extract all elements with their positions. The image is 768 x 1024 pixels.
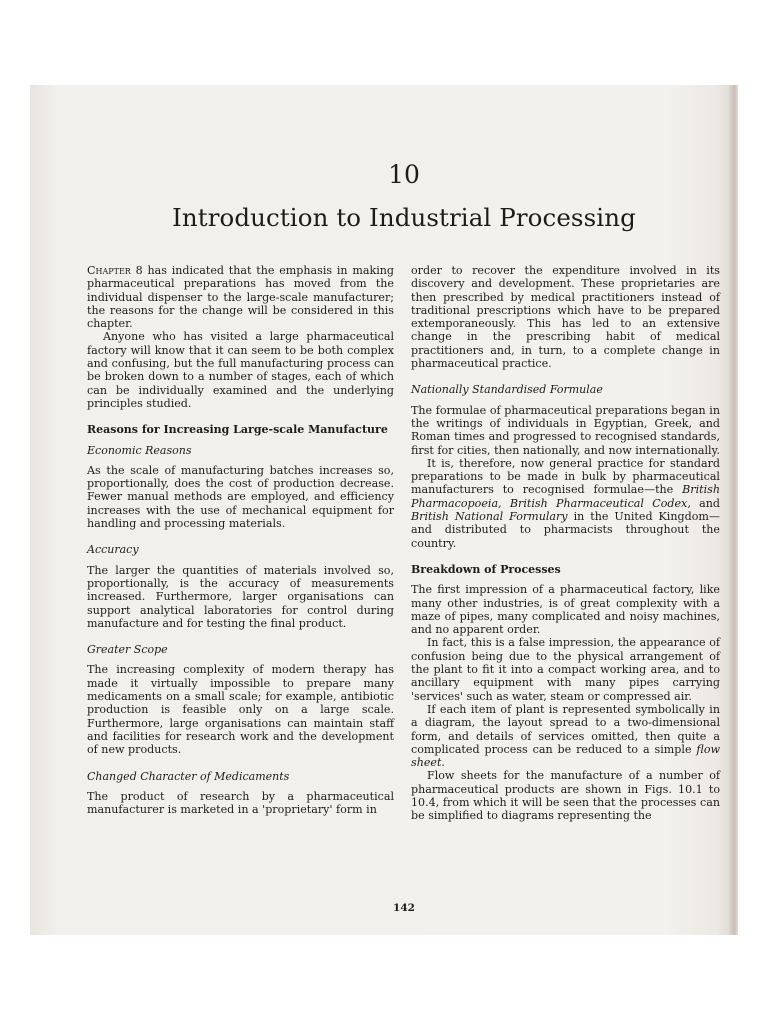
- changed-paragraph: The product of research by a pharmaceutical manufacturer is marketed in a 'proprietary' form in: [87, 789, 394, 817]
- formulae-paragraph-2: [411, 457, 720, 550]
- left-column: [87, 264, 394, 816]
- heading-scope: Greater Scope: [87, 643, 168, 657]
- intro-paragraph: [87, 264, 394, 330]
- heading-economic: Economic Reasons: [87, 443, 192, 457]
- accuracy-paragraph: The larger the quantities of materials involved so, proportionally, is the accuracy of measurements increased. Furthermore, larger organisations can support analytical laboratories for control during manufacture and for testing the final product.: [87, 563, 394, 630]
- chapter-number: 10: [388, 160, 420, 189]
- page-number: 142: [393, 902, 415, 914]
- chapter-title: Introduction to Industrial Processing: [172, 203, 636, 232]
- heading-breakdown: Breakdown of Processes: [411, 562, 561, 576]
- heading-accuracy: Accuracy: [87, 543, 139, 557]
- breakdown-paragraph-2: In fact, this is a false impression, the appearance of confusion being due to the physical arrangement of the plant to fit it into a compact working area, and to ancillary equipment with many pipes carrying 'services' such as water, steam or compressed air.: [411, 636, 720, 703]
- scope-paragraph: The increasing complexity of modern therapy has made it virtually impossible to prepare many medicaments on a small scale; for example, antibiotic production is feasible only on a large scale. Furthermore, large organisations can maintain staff and facilities for research work and the development of new products.: [87, 663, 394, 757]
- formulae-text-italic-2: British National Formulary: [411, 510, 568, 524]
- intro-paragraph-text: 8 has indicated that the emphasis in making pharmaceutical preparations has moved from the individual dispenser to the large-scale manufacturer; the reasons for the change will be considered in this chapter.: [87, 264, 394, 331]
- economic-paragraph: As the scale of manufacturing batches increases so, proportionally, does the cost of production decrease. Fewer manual methods are employed, and efficiency increases with the use of mechanical equipment for handling and processing materials.: [87, 463, 394, 531]
- right-column: [411, 264, 720, 823]
- breakdown-paragraph-3: [411, 703, 720, 769]
- chapter-lead-word: Chapter: [87, 264, 131, 277]
- heading-formulae: Nationally Standardised Formulae: [411, 383, 603, 397]
- continued-paragraph: order to recover the expenditure involved in its discovery and development. These proprietaries are then prescribed by medical practitioners instead of traditional prescriptions which have to be prepared extemporaneously. This has led to an extensive change in the prescribing habit of medical practitioners and, in turn, to a complete change in pharmaceutical practice.: [411, 264, 720, 371]
- formulae-text-b: and: [690, 496, 720, 510]
- flow-sheet-term: flow sheet.: [411, 742, 720, 770]
- formulae-paragraph: The formulae of pharmaceutical preparations began in the writings of individuals in Egyptian, Greek, and Roman times and progressed to recognised standards, first for cities, then nationally, and now internationally.: [411, 403, 720, 457]
- heading-reasons: Reasons for Increasing Large-scale Manufacture: [87, 423, 388, 437]
- formulae-text-italic-1: British Pharmacopoeia, British Pharmaceutical Codex,: [411, 483, 720, 510]
- heading-changed: Changed Character of Medicaments: [87, 769, 290, 783]
- breakdown-paragraph-4: Flow sheets for the manufacture of a number of pharmaceutical products are shown in Figs. 10.1 to 10.4, from which it will be seen that the processes can be simplified to diagrams representing the: [411, 769, 720, 823]
- second-paragraph: Anyone who has visited a large pharmaceutical factory will know that it can seem to be both complex and confusing, but the full manufacturing process can be broken down to a number of stages, each of which can be individually examined and the underlying principles studied.: [87, 330, 394, 410]
- breakdown-text-a: If each item of plant is represented symbolically in a diagram, the layout spread to a two-dimensional form, and details of services omitted, then quite a complicated process can be reduced to a simple: [411, 702, 720, 756]
- breakdown-paragraph-1: The first impression of a pharmaceutical factory, like many other industries, is of great complexity with a maze of pipes, many complicated and noisy machines, and no apparent order.: [411, 583, 720, 637]
- formulae-text-c: in the United Kingdom—and distributed to pharmacists throughout the country.: [411, 510, 720, 550]
- formulae-text-a: It is, therefore, now general practice for standard preparations to be made in bulk by pharmaceutical manufacturers to recognised formulae—the: [411, 456, 720, 497]
